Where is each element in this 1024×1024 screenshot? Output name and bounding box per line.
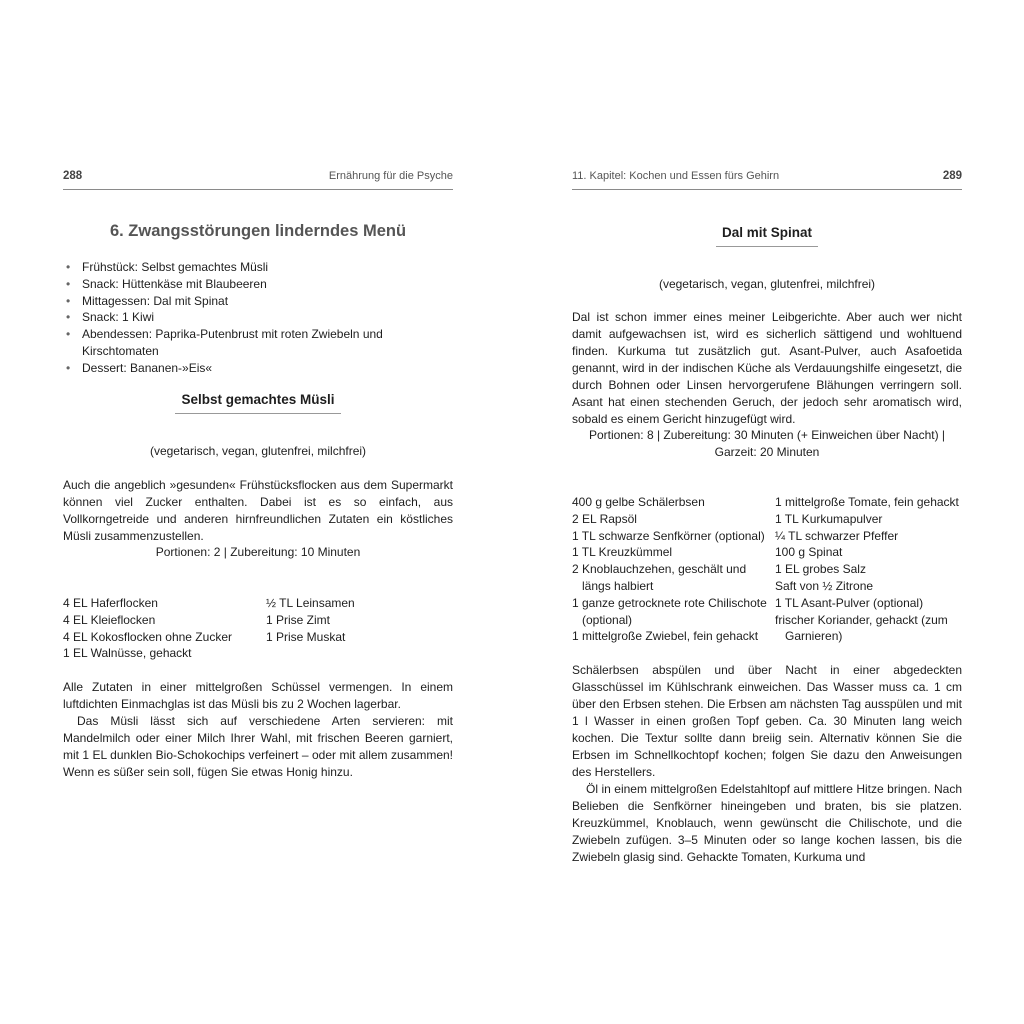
left-page [63, 0, 453, 1024]
ingredient: 2 EL Rapsöl [572, 511, 637, 526]
list-item: • Frühstück: Selbst gemachtes Müsli [63, 259, 453, 276]
ingredient: 1 mittelgroße Zwiebel, fein gehackt [572, 629, 759, 644]
ingredients-column-left [572, 494, 768, 645]
ingredients-list [572, 494, 962, 646]
recipe-portions: Portionen: 2 | Zubereitung: 10 Minuten [155, 545, 361, 559]
recipe-title-dal [572, 225, 962, 247]
ingredients-column-left [63, 595, 263, 662]
recipe-intro: Dal ist schon immer eines meiner Leibgerichte. Aber auch wer nicht damit aufgewachsen ist, wird es sicherlich sättigend und wohltuend finden. Kurkuma tut zusätzlich gut. Asant-Pulver, auch Asafoetida genannt, wird in der indischen Küche als Verdauungshilfe eingesetzt, die durch Bohnen oder Linsen hervorgerufene Blähungen verringern soll. Asant hat einen stechenden Geruch, der jedoch sehr aromatisch wird, sobald es einem Gericht hinzugefügt wird. [572, 310, 962, 426]
ingredients-column-right [775, 494, 962, 645]
ingredient: 1 Prise Muskat [266, 629, 346, 644]
recipe-tags: (vegetarisch, vegan, glutenfrei, milchfrei) [149, 444, 367, 458]
ingredient: ¼ TL schwarzer Pfeffer [775, 528, 899, 543]
ingredient: Saft von ½ Zitrone [775, 578, 874, 593]
ingredient: 1 mittelgroße Tomate, fein gehackt [775, 495, 959, 509]
list-item: • Mittagessen: Dal mit Spinat [63, 293, 453, 310]
recipe-intro: Auch die angeblich »gesunden« Frühstücksflocken aus dem Supermarkt können viel Zucker enthalten. Dabei ist es so einfach, aus Vollkorngetreide und anderen hirnfreundlichen Zutaten ein köstliches Müsli zusammenzustellen. [63, 478, 453, 543]
ingredient: 1 EL grobes Salz [775, 562, 866, 577]
chapter-title: 6. Zwangsstörungen linderndes Menü [109, 222, 407, 240]
ingredient: 1 Prise Zimt [266, 612, 331, 627]
step-paragraph: Schälerbsen abspülen und über Nacht in einer abgedeckten Glasschüssel im Kühlschrank einweichen. Das Wasser muss ca. 1 cm über den Erbsen stehen. Die Erbsen am nächsten Tag ausspülen und mit 1 l Wasser in einen großen Topf geben. Ca. 30 Minuten lang weich kochen. Die Textur sollte dann breiig sein. Alternativ können Sie die Erbsen im Schnellkochtopf kochen; folgen Sie dazu den Anweisungen des Herstellers. [572, 663, 962, 779]
portions-line: Portionen: 8 | Zubereitung: 30 Minuten (+ Einweichen über Nacht) | [588, 428, 946, 442]
ingredient: 4 EL Kokosflocken ohne Zucker [63, 629, 232, 644]
ingredients-column-right [266, 595, 453, 645]
ingredients-list [63, 595, 453, 665]
ingredient: 1 TL Kurkumapulver [775, 511, 883, 526]
recipe-portions [572, 427, 962, 461]
ingredient: 1 TL schwarze Senfkörner (optional) [572, 528, 765, 543]
ingredient: ½ TL Leinsamen [266, 596, 355, 610]
list-item: • Abendessen: Paprika-Putenbrust mit roten Zwiebeln und Kirschtomaten [63, 326, 453, 360]
ingredient: 100 g Spinat [775, 545, 843, 560]
step-paragraph: Alle Zutaten in einer mittelgroßen Schüssel vermengen. In einem luftdichten Einmachglas ist das Müsli bis zu 2 Wochen lagerbar. [63, 680, 453, 711]
running-title-left: Ernährung für die Psyche [328, 170, 453, 182]
ingredient: 1 EL Walnüsse, gehackt [63, 646, 192, 661]
right-page [572, 0, 962, 1024]
left-running-head [63, 167, 453, 190]
ingredient: 4 EL Haferflocken [63, 596, 158, 610]
recipe-steps [63, 679, 453, 781]
portions-line: Garzeit: 20 Minuten [714, 445, 820, 459]
list-item: • Dessert: Bananen-»Eis« [63, 360, 453, 377]
ingredient: 1 TL Kreuzkümmel [572, 545, 673, 560]
ingredient: 1 ganze getrocknete rote Chilischote (optional) [572, 595, 767, 627]
ingredient: 2 Knoblauchzehen, geschält und längs halbiert [572, 562, 747, 593]
menu-list [63, 259, 453, 377]
recipe-steps [572, 662, 962, 866]
right-running-head [572, 167, 962, 190]
ingredient: 4 EL Kleieflocken [63, 612, 156, 627]
recipe-title-muesli [63, 392, 453, 414]
ingredient: 1 TL Asant-Pulver (optional) [775, 595, 924, 610]
recipe-tags: (vegetarisch, vegan, glutenfrei, milchfrei) [658, 277, 876, 291]
list-item: • Snack: 1 Kiwi [63, 309, 453, 326]
step-paragraph: Das Müsli lässt sich auf verschiedene Arten servieren: mit Mandelmilch oder einer Milch Ihrer Wahl, mit frischen Beeren garniert, mit 1 EL dunklen Bio-Schokochips verfeinert – oder mit allem zusammen! Wenn es süßer sein soll, fügen Sie etwas Honig hinzu. [63, 714, 453, 779]
page-number-left: 288 [63, 170, 83, 182]
step-paragraph: Öl in einem mittelgroßen Edelstahltopf auf mittlere Hitze bringen. Nach Belieben die Senfkörner hineingeben und braten, bis sie platzen. Kreuzkümmel, Knoblauch, wenn gewünscht die Chilischote, und die Zwiebeln zufügen. 3–5 Minuten oder so lange kochen lassen, bis die Zwiebeln glasig sind. Gehackte Tomaten, Kurkuma und [572, 782, 962, 864]
ingredient: 400 g gelbe Schälerbsen [572, 495, 705, 509]
recipe-title-text: Selbst gemachtes Müsli [175, 392, 340, 414]
running-title-right: 11. Kapitel: Kochen und Essen fürs Gehirn [572, 170, 780, 182]
recipe-title-text: Dal mit Spinat [716, 225, 818, 247]
list-item: • Snack: Hüttenkäse mit Blaubeeren [63, 276, 453, 293]
page-number-right: 289 [942, 170, 962, 182]
ingredient: frischer Koriander, gehackt (zum Garnieren) [775, 612, 948, 644]
